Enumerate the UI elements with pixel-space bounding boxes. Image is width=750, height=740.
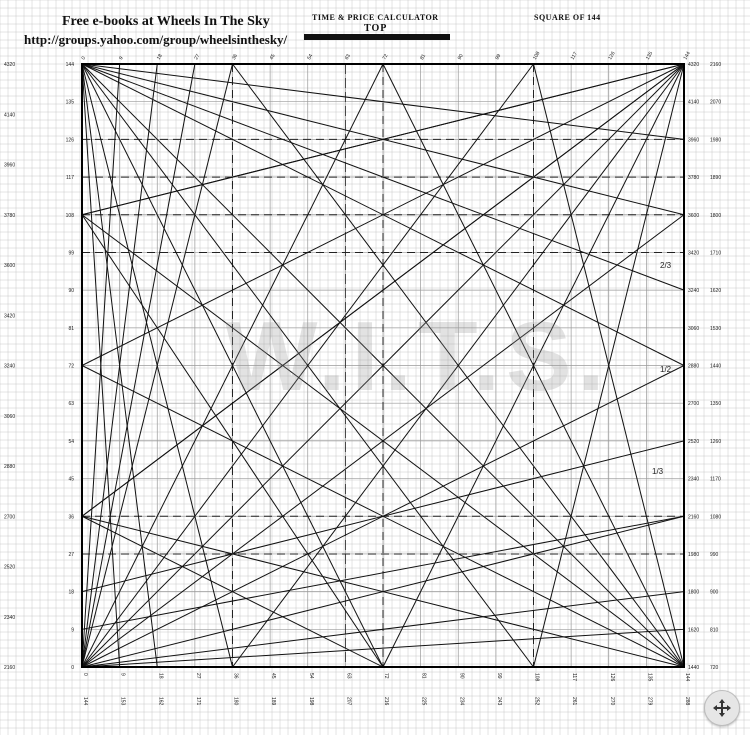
bottom-time-label-2: 288 <box>684 697 690 706</box>
bottom-time-label: 63 <box>345 673 352 679</box>
right-price-label: 3600 <box>688 212 700 219</box>
bottom-time-label-2: 171 <box>194 697 201 706</box>
left-time-label: 135 <box>65 99 74 106</box>
left-price-scale <box>4 62 74 671</box>
right-price-label-2: 720 <box>710 665 719 671</box>
bottom-time-scale <box>82 673 690 706</box>
left-price-label: 3600 <box>4 263 16 269</box>
right-price-label: 1620 <box>688 627 700 634</box>
left-time-label: 18 <box>68 589 74 596</box>
bottom-time-label-2: 261 <box>571 697 578 706</box>
right-price-label-2: 1710 <box>710 250 722 257</box>
left-time-label: 99 <box>68 250 74 257</box>
right-price-label-2: 1980 <box>710 137 722 144</box>
right-price-label: 3240 <box>688 288 700 295</box>
top-time-label: 90 <box>456 53 465 61</box>
left-time-label: 54 <box>68 438 74 445</box>
fraction-mark: 1/2 <box>660 365 672 374</box>
left-time-label: 90 <box>68 288 74 295</box>
right-price-label: 3780 <box>688 175 700 182</box>
left-price-label: 3240 <box>4 363 16 370</box>
bottom-time-label: 81 <box>420 673 427 679</box>
top-time-label: 117 <box>569 51 579 61</box>
bottom-time-label: 45 <box>270 673 277 679</box>
bottom-time-label: 144 <box>684 673 690 682</box>
bottom-time-label: 99 <box>495 673 502 679</box>
left-time-label: 36 <box>68 514 74 521</box>
bottom-time-label: 108 <box>533 673 540 682</box>
right-price-scale <box>688 62 721 671</box>
left-price-label: 4320 <box>4 62 16 68</box>
right-price-label-2: 2160 <box>710 62 722 68</box>
left-time-label: 144 <box>65 62 74 68</box>
left-time-label: 0 <box>71 665 74 671</box>
bottom-time-label: 54 <box>307 673 314 679</box>
bottom-time-label: 9 <box>119 673 126 676</box>
fraction-mark: 2/3 <box>660 261 672 270</box>
right-price-label: 2520 <box>688 438 700 445</box>
square-label: SQUARE OF 144 <box>534 13 601 22</box>
left-time-label: 72 <box>68 363 74 370</box>
bottom-time-label-2: 216 <box>383 697 389 706</box>
left-price-label: 2160 <box>4 665 16 671</box>
bottom-time-label: 36 <box>232 673 239 679</box>
fraction-marks <box>652 261 672 476</box>
top-time-label: 36 <box>231 53 240 61</box>
bottom-time-label: 126 <box>608 673 615 682</box>
top-time-label: 99 <box>494 53 503 61</box>
left-price-label: 3960 <box>4 162 16 169</box>
right-price-label-2: 1440 <box>710 363 722 370</box>
right-price-label-2: 1620 <box>710 288 722 295</box>
top-time-label: 27 <box>193 53 202 61</box>
top-bar <box>304 34 450 40</box>
top-time-label: 9 <box>118 55 125 61</box>
left-time-label: 126 <box>65 137 74 144</box>
left-time-label: 63 <box>68 401 74 408</box>
left-price-label: 4140 <box>4 112 16 119</box>
right-price-label-2: 1080 <box>710 514 722 521</box>
right-price-label-2: 2070 <box>710 99 722 106</box>
right-price-label: 2160 <box>688 514 700 521</box>
bottom-time-label: 135 <box>646 673 653 682</box>
left-time-label: 117 <box>66 175 74 182</box>
left-time-label: 9 <box>71 627 74 634</box>
top-time-label: 135 <box>644 50 655 61</box>
left-price-label: 2340 <box>4 614 16 621</box>
top-time-label: 81 <box>419 53 428 61</box>
right-price-label: 3960 <box>688 137 700 144</box>
top-time-label: 54 <box>306 53 315 61</box>
top-time-label: 0 <box>80 55 88 61</box>
top-time-label: 126 <box>607 50 617 61</box>
bottom-time-label-2: 234 <box>458 697 465 706</box>
left-price-label: 2700 <box>4 514 16 521</box>
right-price-label-2: 1800 <box>710 212 722 219</box>
bottom-time-label-2: 279 <box>646 697 653 706</box>
right-price-label: 2880 <box>688 363 700 370</box>
top-time-label: 18 <box>155 53 164 61</box>
right-price-label-2: 1890 <box>710 175 722 182</box>
right-price-label: 3420 <box>688 250 700 257</box>
left-price-label: 3780 <box>4 212 16 219</box>
bottom-time-label-2: 243 <box>495 697 502 706</box>
zoom-pan-button[interactable] <box>704 690 740 726</box>
move-arrows-icon <box>712 698 732 718</box>
left-time-label: 108 <box>65 212 74 219</box>
right-price-label-2: 810 <box>710 627 719 634</box>
bottom-time-label: 18 <box>157 673 164 679</box>
top-time-label: 72 <box>381 53 390 61</box>
left-price-label: 2880 <box>4 464 16 470</box>
left-time-label: 81 <box>68 325 74 332</box>
right-price-label: 4140 <box>688 99 700 106</box>
bottom-time-label: 90 <box>458 673 465 679</box>
bottom-time-label-2: 189 <box>270 697 277 706</box>
right-price-label-2: 1260 <box>710 438 722 445</box>
bottom-time-label-2: 162 <box>157 697 164 706</box>
bottom-time-label-2: 198 <box>307 697 314 706</box>
top-label: TOP <box>364 23 388 34</box>
bottom-time-label: 117 <box>571 673 578 681</box>
left-time-label: 27 <box>68 551 74 558</box>
bottom-time-label-2: 252 <box>533 697 540 706</box>
right-price-label-2: 1530 <box>710 325 722 332</box>
top-time-label: 144 <box>682 50 692 61</box>
bottom-time-label: 0 <box>82 673 88 676</box>
right-price-label: 2700 <box>688 401 700 408</box>
bottom-time-label-2: 270 <box>608 697 615 706</box>
right-price-label-2: 990 <box>710 551 719 558</box>
calculator-title: TIME & PRICE CALCULATOR <box>312 13 439 22</box>
site-url-link[interactable]: http://groups.yahoo.com/group/wheelsinthesky/ <box>24 32 288 47</box>
bottom-time-label-2: 153 <box>119 697 126 706</box>
bottom-time-label-2: 207 <box>345 697 352 706</box>
left-price-label: 3060 <box>4 413 16 420</box>
right-price-label: 1440 <box>688 665 700 671</box>
right-price-label-2: 900 <box>710 589 719 596</box>
left-time-label: 45 <box>68 476 74 483</box>
right-price-label-2: 1350 <box>710 401 722 408</box>
left-price-label: 3420 <box>4 313 16 320</box>
right-price-label: 1980 <box>688 551 700 558</box>
right-price-label-2: 1170 <box>710 476 721 483</box>
left-price-label: 2520 <box>4 564 16 571</box>
right-price-label: 1800 <box>688 589 700 596</box>
top-time-label: 63 <box>343 53 352 61</box>
right-price-label: 2340 <box>688 476 700 483</box>
site-title: Free e-books at Wheels In The Sky <box>62 14 270 29</box>
bottom-time-label-2: 225 <box>420 697 427 706</box>
watermark-text: W.I.T.S. <box>225 301 611 411</box>
top-time-label: 45 <box>268 53 277 61</box>
right-price-label: 3060 <box>688 325 700 332</box>
bottom-time-label-2: 144 <box>82 697 88 706</box>
bottom-time-label-2: 180 <box>232 697 239 706</box>
right-price-label: 4320 <box>688 62 700 68</box>
top-time-label: 108 <box>532 50 542 61</box>
bottom-time-label: 27 <box>194 673 201 679</box>
fraction-mark: 1/3 <box>652 467 664 476</box>
bottom-time-label: 72 <box>383 673 389 679</box>
